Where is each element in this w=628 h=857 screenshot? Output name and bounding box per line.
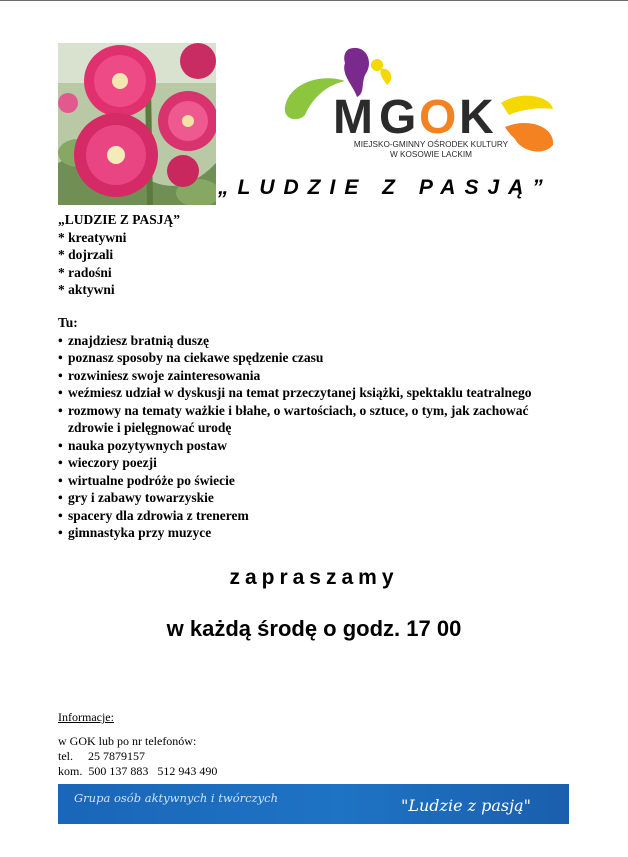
list-item: • wirtualne podróże po świecie [58, 472, 558, 490]
schedule-text: w każdą środę o godz. 17 00 [166, 616, 462, 641]
intro-section [58, 211, 180, 299]
offer-heading: Tu: [58, 315, 78, 330]
intro-item: * aktywni [58, 282, 115, 297]
banner-tagline: Grupa osób aktywnych i twórczych [74, 791, 278, 805]
poster-title: „LUDZIE Z PASJĄ” [218, 176, 552, 199]
footer-banner [58, 784, 569, 824]
list-item: • wieczory poezji [58, 454, 558, 472]
banner-title: "Ludzie z pasją" [401, 796, 531, 815]
list-item: • weźmiesz udział w dyskusji na temat przeczytanej książki, spektaklu teatralnego [58, 384, 558, 402]
logo-subtitle-line1: MIEJSKO-GMINNY OŚRODEK KULTURY [353, 140, 509, 149]
logo-subtitle-line2: W KOSOWIE LACKIM [390, 150, 472, 159]
list-item: • gry i zabawy towarzyskie [58, 489, 558, 507]
logo-orange-splash [505, 123, 553, 152]
top-border [0, 0, 628, 1]
offer-section [58, 314, 558, 542]
contact-line: w GOK lub po nr telefonów: [58, 734, 197, 748]
logo-letter-g: G [379, 91, 417, 144]
contact-info [58, 710, 217, 779]
contact-label: Informacje: [58, 710, 114, 724]
list-item: • znajdziesz bratnią duszę [58, 332, 558, 350]
intro-item: * kreatywni [58, 229, 127, 245]
intro-heading: „LUDZIE Z PASJĄ” [58, 212, 181, 227]
logo-letter-k: K [459, 91, 494, 144]
list-item: • spacery dla zdrowia z trenerem [58, 507, 558, 525]
mgok-logo [283, 45, 563, 165]
offer-list [58, 332, 558, 542]
logo-letter-m: M [333, 91, 373, 144]
list-item: • rozwiniesz swoje zainteresowania [58, 367, 558, 385]
list-item: • gimnastyka przy muzyce [58, 524, 558, 542]
intro-item: * radośni [58, 264, 112, 280]
intro-item: * dojrzali [58, 247, 114, 262]
list-item: • poznasz sposoby na ciekawe spędzenie czasu [58, 349, 558, 367]
logo-purple-splash [344, 48, 369, 97]
logo-letter-o: O [419, 91, 457, 144]
list-item: • nauka pozytywnych postaw [58, 437, 558, 455]
invite-text: zapraszamy [229, 566, 399, 589]
contact-mobile: kom. 500 137 883 512 943 490 [58, 764, 218, 778]
list-item: • rozmowy na tematy ważkie i błahe, o wartościach, o sztuce, o tym, jak zachować zdrowie i pielęgnować urodę [58, 402, 558, 437]
flower-photo [58, 43, 216, 205]
contact-phone: tel. 25 7879157 [58, 749, 145, 763]
